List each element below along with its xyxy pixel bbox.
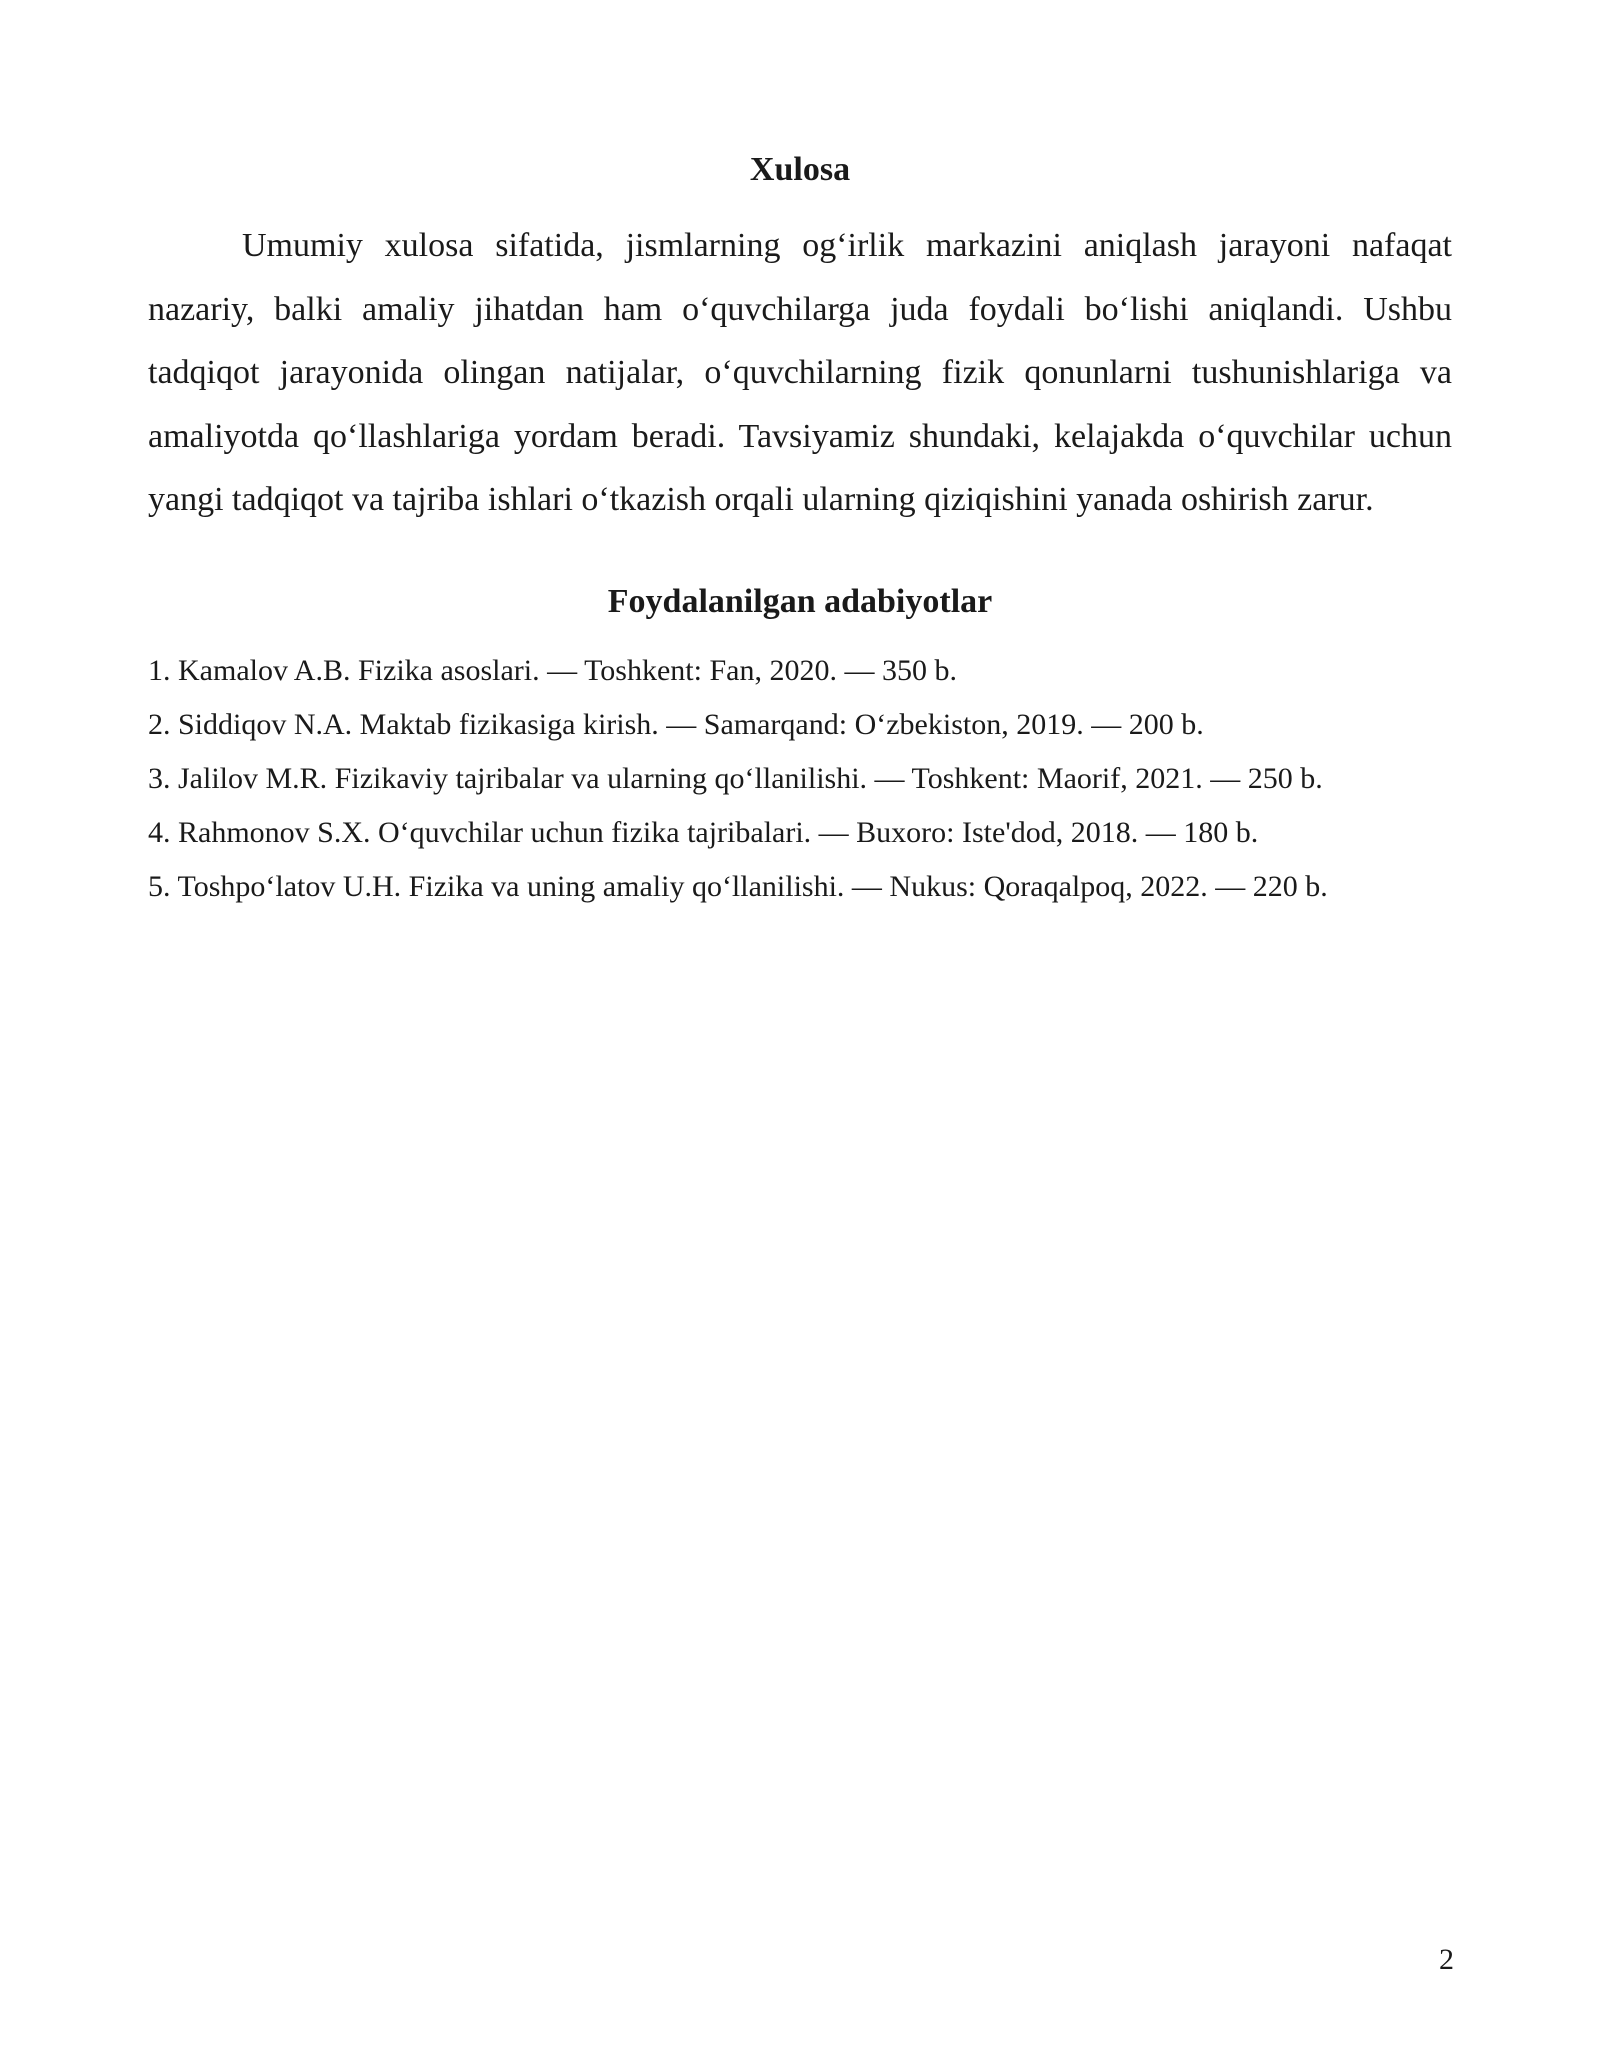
reference-item: 1. Kamalov A.B. Fizika asoslari. — Toshkent: Fan, 2020. — 350 b.: [148, 653, 957, 687]
page-number: 2: [1439, 1943, 1454, 1976]
reference-item: 2. Siddiqov N.A. Maktab fizikasiga kirish. — Samarqand: O‘zbekiston, 2019. — 200 b.: [148, 707, 1204, 741]
references-heading: Foydalanilgan adabiyotlar: [607, 582, 993, 620]
reference-item: 3. Jalilov M.R. Fizikaviy tajribalar va ularning qo‘llanilishi. — Toshkent: Maorif, 2021. — 250 b.: [148, 761, 1323, 795]
references-list: [148, 644, 1452, 914]
conclusion-heading: Xulosa: [749, 151, 851, 188]
reference-item: 4. Rahmonov S.X. O‘quvchilar uchun fizika tajribalari. — Buxoro: Iste'dod, 2018. — 180 b.: [148, 815, 1259, 849]
reference-item: 5. Toshpo‘latov U.H. Fizika va uning amaliy qo‘llanilishi. — Nukus: Qoraqalpoq, 2022. — 220 b.: [148, 869, 1328, 903]
conclusion-paragraph: Umumiy xulosa sifatida, jismlarning og‘irlik markazini aniqlash jarayoni nafaqat nazariy, balki amaliy jihatdan ham o‘quvchilarga juda foydali bo‘lishi aniqlandi. Ushbu tadqiqot jarayonida olingan natijalar, o‘quvchilarning fizik qonunlarni tushunishlariga va amaliyotda qo‘llashlariga yordam beradi. Tavsiyamiz shundaki, kelajakda o‘quvchilar uchun yangi tadqiqot va tajriba ishlari o‘tkazish orqali ularning qiziqishini yanada oshirish zarur.: [148, 227, 1452, 518]
page-content: [148, 146, 1452, 914]
